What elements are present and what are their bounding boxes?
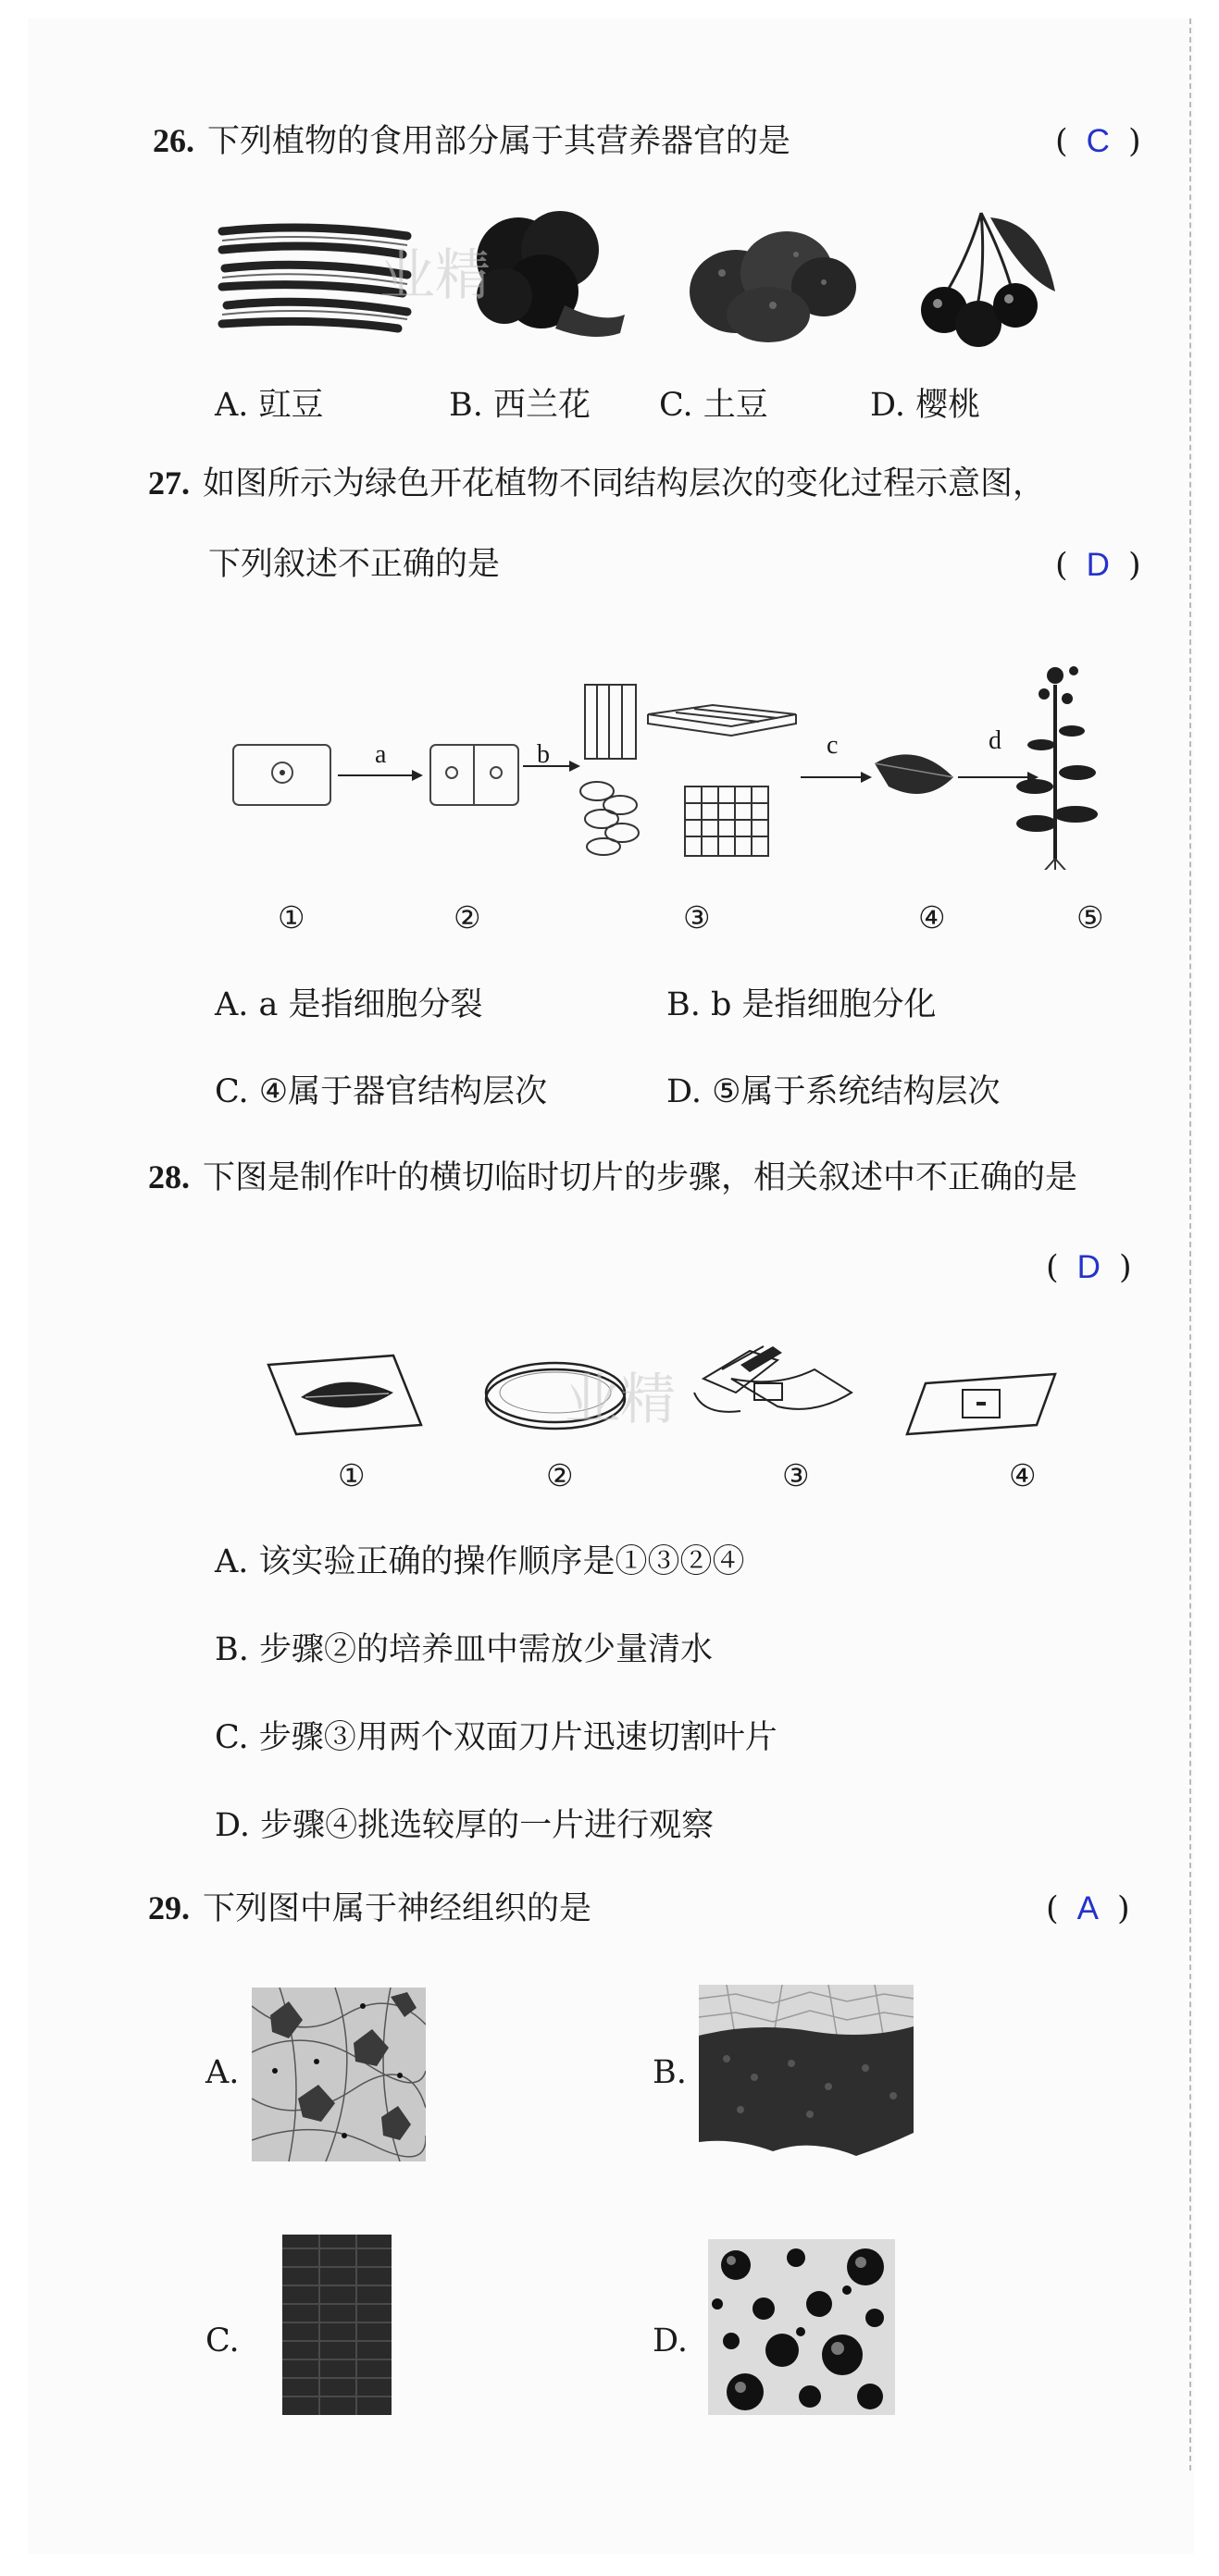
question-number: 27. xyxy=(148,464,190,502)
option-b: B. b 是指细胞分化 xyxy=(666,986,937,1023)
page-background xyxy=(28,19,1194,2554)
question-text: 如图所示为绿色开花植物不同结构层次的变化过程示意图， xyxy=(203,465,1046,502)
figure-label-1: ① xyxy=(278,899,305,935)
muscle-tissue-image xyxy=(282,2235,392,2415)
slide-steps-diagram xyxy=(259,1342,1111,1453)
figure-label-2: ② xyxy=(454,899,481,935)
option-d: D. xyxy=(653,2322,688,2359)
option-c: C. xyxy=(205,2322,240,2359)
option-a: A. 该实验正确的操作顺序是①③②④ xyxy=(215,1543,745,1580)
watermark: 业精 xyxy=(379,243,491,308)
arrow-label-b: b xyxy=(537,740,550,769)
figure-label-2: ② xyxy=(546,1457,574,1493)
question-27-stem-line2: 下列叙述不正确的是 xyxy=(208,546,501,583)
figure-label-4: ④ xyxy=(918,899,946,935)
question-number: 28. xyxy=(148,1158,190,1195)
question-text: 下图是制作叶的横切临时切片的步骤，相关叙述中不正确的是 xyxy=(203,1159,1078,1196)
cherry-image xyxy=(902,204,1078,352)
answer-letter: C xyxy=(1086,123,1110,159)
question-text: 下列图中属于神经组织的是 xyxy=(203,1890,592,1927)
question-26-stem xyxy=(153,120,790,162)
arrow-label-c: c xyxy=(827,731,839,760)
answer-26: ( C ) xyxy=(1055,123,1141,160)
figure-label-1: ① xyxy=(338,1457,366,1493)
arrow-label-a: a xyxy=(375,740,387,769)
epithelial-tissue-image xyxy=(699,1985,914,2156)
option-a: A. 豇豆 xyxy=(215,387,324,424)
option-d: D. ⑤属于系统结构层次 xyxy=(666,1073,1001,1110)
question-27-stem xyxy=(148,463,1045,504)
question-28-stem xyxy=(148,1157,1077,1198)
figure-label-5: ⑤ xyxy=(1076,899,1104,935)
answer-28: ( D ) xyxy=(1046,1249,1132,1286)
answer-letter: D xyxy=(1076,1249,1101,1285)
watermark-2: 业精 xyxy=(565,1368,676,1432)
connective-tissue-image xyxy=(708,2239,895,2415)
option-c: C. 步骤③用两个双面刀片迅速切割叶片 xyxy=(215,1719,777,1756)
potato-image xyxy=(685,217,861,347)
answer-letter: D xyxy=(1086,547,1110,583)
option-a: A. xyxy=(205,2054,240,2091)
nerve-tissue-image xyxy=(252,1988,426,2161)
plant-structure-diagram xyxy=(222,638,1101,870)
question-number: 29. xyxy=(148,1889,190,1926)
option-d: D. 步骤④挑选较厚的一片进行观察 xyxy=(215,1807,715,1844)
question-number: 26. xyxy=(153,122,194,159)
option-b: B. 步骤②的培养皿中需放少量清水 xyxy=(215,1631,713,1668)
option-c: C. ④属于器官结构层次 xyxy=(215,1073,548,1110)
option-a: A. a 是指细胞分裂 xyxy=(215,986,483,1023)
answer-letter: A xyxy=(1076,1890,1100,1926)
answer-29: ( A ) xyxy=(1046,1890,1130,1927)
margin-dashed-line xyxy=(1189,19,1191,2471)
figure-label-4: ④ xyxy=(1009,1457,1037,1493)
figure-label-3: ③ xyxy=(782,1457,810,1493)
question-text: 下列植物的食用部分属于其营养器官的是 xyxy=(207,123,791,160)
answer-27: ( D ) xyxy=(1055,547,1141,584)
question-29-stem xyxy=(148,1888,591,1929)
option-b: B. 西兰花 xyxy=(449,387,591,424)
figure-label-3: ③ xyxy=(683,899,711,935)
arrow-label-d: d xyxy=(989,726,1001,755)
option-b: B. xyxy=(653,2054,687,2091)
option-d: D. 樱桃 xyxy=(870,387,981,424)
option-c: C. 土豆 xyxy=(659,387,768,424)
